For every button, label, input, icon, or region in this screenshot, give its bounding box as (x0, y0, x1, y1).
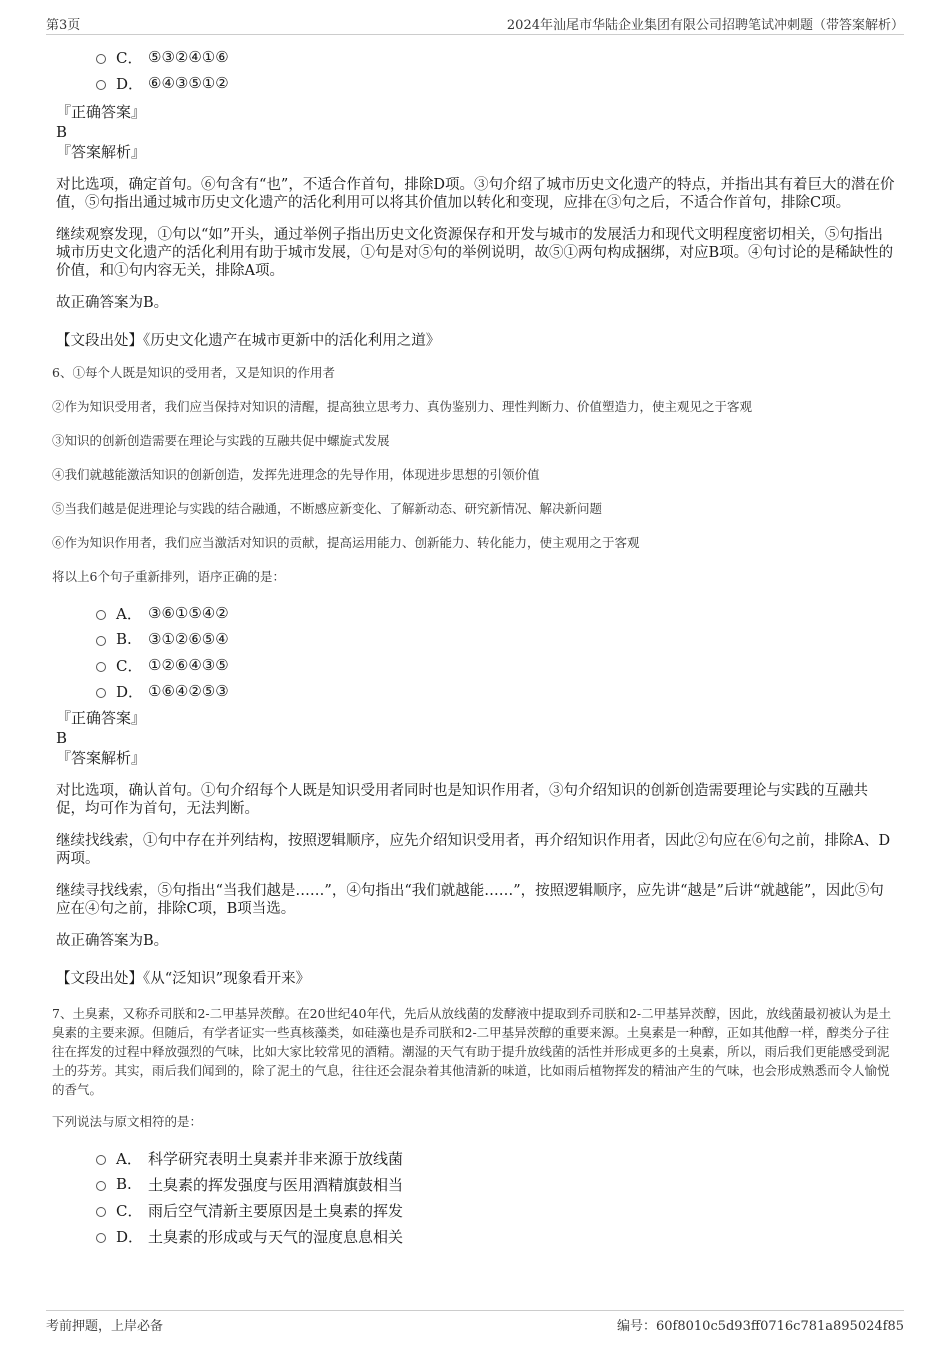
q5-answer: B (56, 123, 68, 141)
radio-icon[interactable] (96, 1181, 106, 1191)
q7-option-a[interactable]: A． 科学研究表明土臭素并非来源于放线菌 (96, 1145, 896, 1171)
q6-analysis-p3: 继续寻找线索，⑤句指出“当我们越是……”，④句指出“我们就越能……”，按照逻辑顺序，应先讲“越是”后讲“就越能”，因此⑤句应在④句之前，排除C项，B项当选。 (56, 883, 884, 917)
radio-icon[interactable] (96, 1207, 106, 1217)
radio-icon[interactable] (96, 636, 106, 646)
page-number: 第3页 (46, 18, 81, 33)
radio-icon[interactable] (96, 54, 106, 64)
q6-options (56, 600, 896, 704)
footer-code-value: 60f8010c5d93ff0716c781a895024f85 (656, 1319, 904, 1334)
q7-option-b[interactable]: B. 土臭素的挥发强度与医用酒精旗鼓相当 (96, 1171, 896, 1197)
document-title: 2024年汕尾市华陆企业集团有限公司招聘笔试冲刺题（带答案解析） (506, 18, 904, 33)
q5-options (56, 44, 896, 96)
q6-prompt: 将以上6个句子重新排列，语序正确的是： (52, 569, 285, 584)
page-footer (46, 1310, 904, 1336)
q6-option-d[interactable]: D． ①⑥④②⑤③ (96, 678, 896, 704)
q6-answer: B (56, 729, 68, 747)
q6-sentence-5: ⑤当我们越是促进理论与实践的结合融通，不断感应新变化、了解新动态、研究新情况、解决新问题 (52, 501, 603, 516)
q6-analysis-p1: 对比选项，确认首句。①句介绍每个人既是知识受用者同时也是知识作用者，③句介绍知识的创新创造需要理论与实践的互融共促，均可作为首句，无法判断。 (56, 783, 868, 817)
q7-prompt: 下列说法与原文相符的是： (52, 1114, 203, 1129)
q6-analysis-p2: 继续找线索，①句中存在并列结构，按照逻辑顺序，应先介绍知识受用者，再介绍知识作用者，因此②句应在⑥句之前，排除A、D两项。 (56, 833, 891, 867)
q6-sentence-3: ③知识的创新创造需要在理论与实践的互融共促中螺旋式发展 (52, 433, 390, 448)
q5-option-d[interactable]: D． ⑥④③⑤①② (96, 70, 896, 96)
q7-options (56, 1145, 896, 1249)
footer-slogan: 考前押题，上岸必备 (46, 1319, 164, 1334)
q7-option-d[interactable]: D． 土臭素的形成或与天气的湿度息息相关 (96, 1223, 896, 1249)
radio-icon[interactable] (96, 662, 106, 672)
q6-option-c[interactable]: C． ①②⑥④③⑤ (96, 652, 896, 678)
q6-option-b[interactable]: B. ③①②⑥⑤④ (96, 626, 896, 652)
q6-sentence-2: ②作为知识受用者，我们应当保持对知识的清醒，提高独立思考力、真伪鉴别力、理性判断力、价值塑造力，使主观见之于客观 (52, 399, 753, 414)
q6-sentence-6: ⑥作为知识作用者，我们应当激活对知识的贡献，提高运用能力、创新能力、转化能力，使主观用之于客观 (52, 535, 640, 550)
q5-source: 【文段出处】《历史文化遗产在城市更新中的活化利用之道》 (56, 333, 441, 349)
q6-source: 【文段出处】《从“泛知识”现象看开来》 (56, 971, 311, 987)
radio-icon[interactable] (96, 688, 106, 698)
q5-analysis-p2: 继续观察发现，①句以“如”开头，通过举例子指出历史文化资源保存和开发与城市的发展活力和现代文明程度密切相关，⑤句指出城市历史文化遗产的活化利用有助于城市发展，①句是对⑤句的举例说明，故⑤①两句构成捆绑，对应B项。④句讨论的是稀缺性的价值，和①句内容无关，排除A项。 (56, 227, 894, 279)
q6-option-a[interactable]: A． ③⑥①⑤④② (96, 600, 896, 626)
footer-code (617, 1315, 904, 1334)
q7-passage: 7、土臭素，又称乔司朕和2-二甲基异茨醇。在20世纪40年代，先后从放线菌的发酵液中提取到乔司朕和2-二甲基异茨醇，因此，放线菌最初被认为是土臭素的主要来源。但随后，有学者证实一些真核藻类，如硅藻也是乔司朕和2-二甲基异茨醇的重要来源。土臭素是一种醇，正如其他醇一样，醇类分子往往在挥发的过程中释放强烈的气味，比如大家比较常见的酒精。潮湿的天气有助于提升放线菌的活性并形成更多的土臭素，所以，雨后我们更能感受到泥土的芬芳。其实，雨后我们闻到的，除了泥土的气息，往往还会混杂着其他清新的味道，比如雨后植物挥发的精油产生的气味，也会形成熟悉而令人愉悦的香气。 (52, 1006, 892, 1097)
q5-analysis-p1: 对比选项，确定首句。⑥句含有“也”，不适合作首句，排除D项。③句介绍了城市历史文化遗产的特点，并指出其有着巨大的潜在价值，⑤句指出通过城市历史文化遗产的活化利用可以将其价值加以转化和变现，应排在③句之后，不适合作首句，排除C项。 (56, 177, 895, 211)
q5-analysis-label: 『答案解析』 (56, 143, 147, 161)
q6-answer-label: 『正确答案』 (56, 709, 147, 727)
q5-answer-label: 『正确答案』 (56, 103, 147, 121)
q6-sentence-1: 6、①每个人既是知识的受用者，又是知识的作用者 (52, 365, 335, 380)
q7-option-c[interactable]: C． 雨后空气清新主要原因是土臭素的挥发 (96, 1197, 896, 1223)
radio-icon[interactable] (96, 1155, 106, 1165)
q5-option-c[interactable]: C． ⑤③②④①⑥ (96, 44, 896, 70)
q6-sentence-4: ④我们就越能激活知识的创新创造，发挥先进理念的先导作用，体现进步思想的引领价值 (52, 467, 540, 482)
page-header (46, 14, 904, 35)
radio-icon[interactable] (96, 80, 106, 90)
q5-analysis-p3: 故正确答案为B。 (56, 295, 169, 311)
footer-code-label: 编号： (616, 1319, 656, 1334)
q6-analysis-p4: 故正确答案为B。 (56, 933, 169, 949)
radio-icon[interactable] (96, 610, 106, 620)
radio-icon[interactable] (96, 1233, 106, 1243)
document-body (52, 46, 896, 1249)
q6-analysis-label: 『答案解析』 (56, 749, 147, 767)
